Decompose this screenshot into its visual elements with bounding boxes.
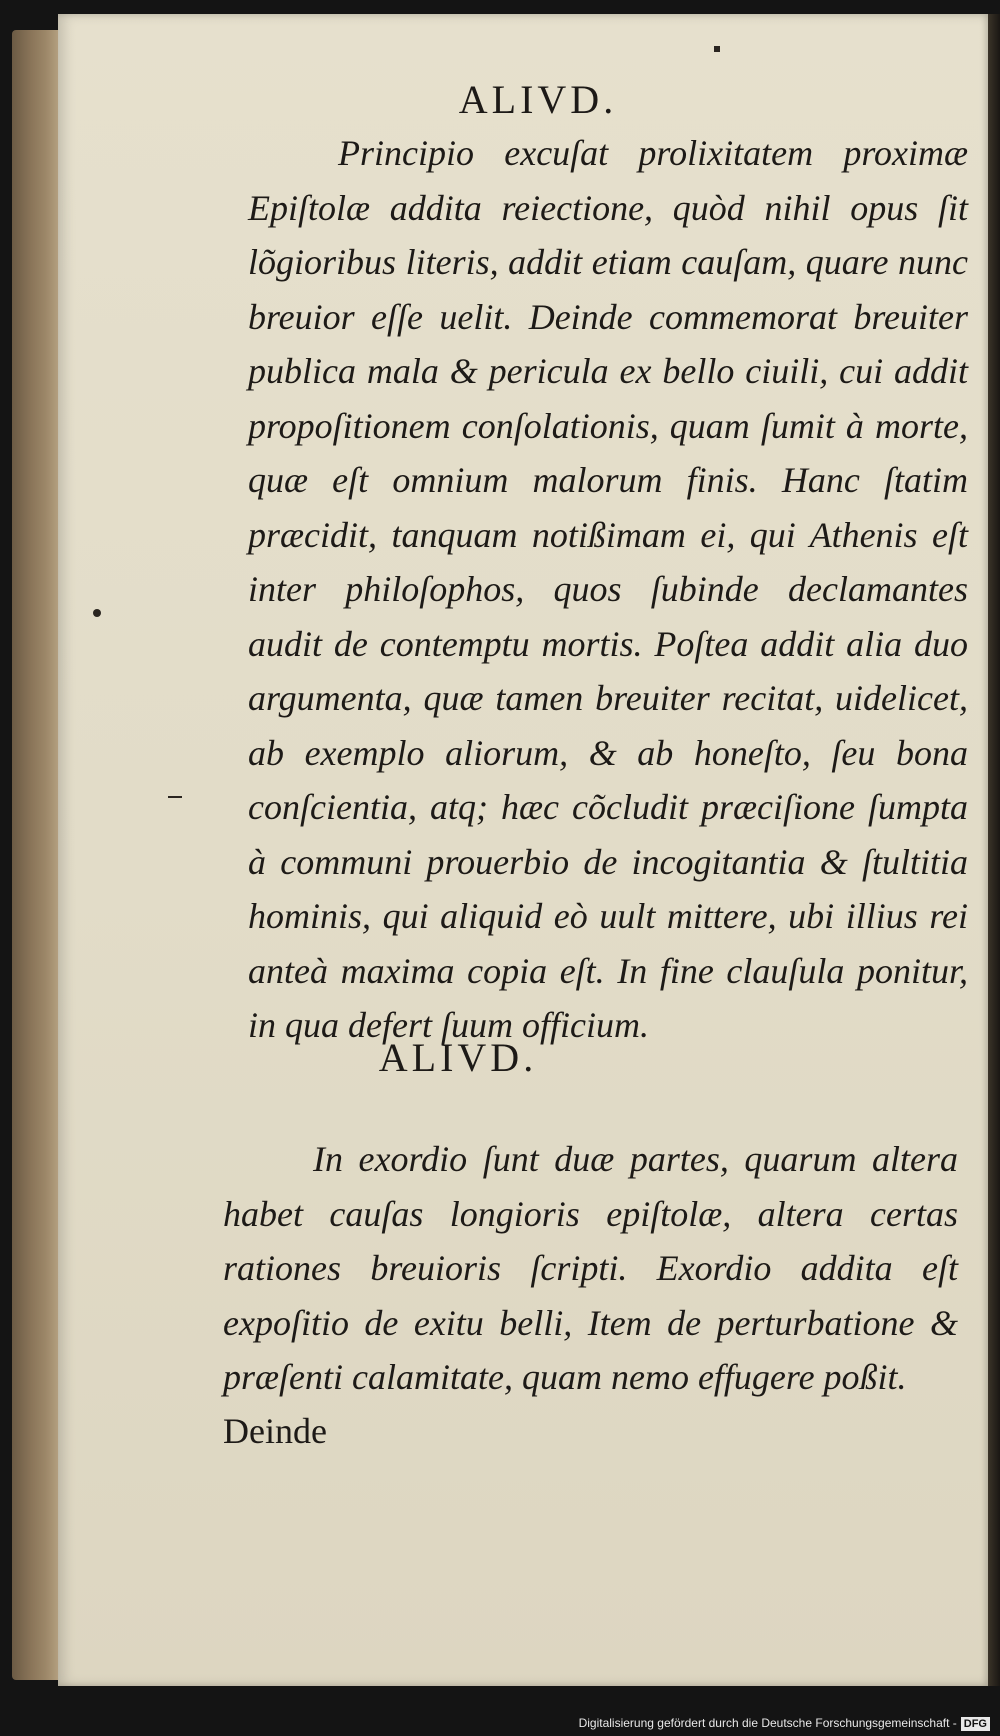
page-edge	[988, 14, 1000, 1686]
paragraph-2-text: In exordio ſunt duæ partes, quarum altera habet cauſas longioris epiſtolæ, altera certas rationes breuioris ſcripti. Exordio addita eſt expoſitio de exitu belli, Item de perturbatione & præſenti calamitate, quam nemo effugere poßit.	[223, 1139, 958, 1397]
book-page	[58, 14, 988, 1686]
ink-speck	[93, 609, 101, 617]
paragraph-1	[248, 126, 968, 1053]
heading-second: ALIVD.	[378, 1035, 538, 1080]
ink-speck	[168, 796, 182, 798]
dfg-logo: DFG	[961, 1717, 990, 1731]
catchword: Deinde	[223, 1411, 327, 1451]
ink-speck	[714, 46, 720, 52]
paragraph-1-text: Principio excuſat prolixitatem proximæ Epiſtolæ addita reiectione, quòd nihil opus ſit lõgioribus literis, addit etiam cauſam, quare nunc breuior eſſe uelit. Deinde commemorat breuiter publica mala & pericula ex bello ciuili, cui addit propoſitionem conſolationis, quam ſumit à morte, quæ eſt omnium malorum finis. Hanc ſtatim præcidit, tanquam notißimam ei, qui Athenis eſt inter philoſophos, quos ſubinde declamantes audit de contemptu mortis. Poſtea addit alia duo argumenta, quæ tamen breuiter recitat, uidelicet, ab exemplo aliorum, & ab honeſto, ſeu bona conſcientia, atq; hæc cõcludit præciſione ſumpta à communi prouerbio de incogitantia & ſtultitia hominis, qui aliquid eò uult mittere, ubi illius rei anteà maxima copia eſt. In fine clauſula ponitur, in qua defert ſuum officium.	[248, 133, 968, 1045]
heading-top: ALIVD.	[458, 77, 618, 122]
book-binding	[12, 30, 60, 1680]
paragraph-2	[223, 1132, 958, 1405]
digitization-footer	[0, 1710, 990, 1736]
footer-text: Digitalisierung gefördert durch die Deutsche Forschungsgemeinschaft -	[578, 1716, 957, 1730]
